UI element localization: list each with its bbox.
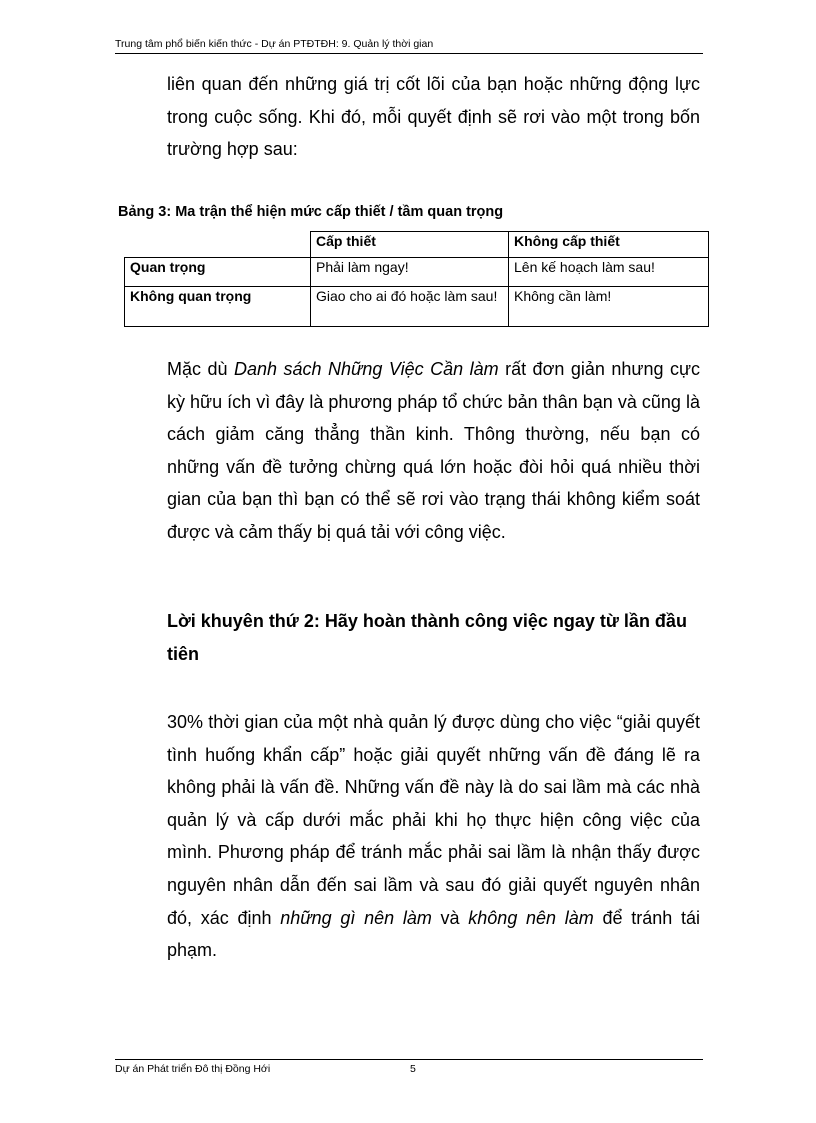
table-header-row	[125, 232, 709, 258]
paragraph-text: rất đơn giản nhưng cực kỳ hữu ích vì đây là phương pháp tổ chức bản thân bạn và cũng là cách giảm căng thẳng thần kinh. Thông thường, nếu bạn có những vấn đề tưởng chừng quá lớn hoặc đòi hỏi quá nhiều thời gian của bạn thì bạn có thể sẽ rơi vào trạng thái không kiểm soát được và cảm thấy bị quá tải với công việc.	[167, 359, 700, 542]
cell-not-important-urgent: Giao cho ai đó hoặc làm sau!	[311, 287, 509, 327]
row-header-not-important: Không quan trọng	[125, 287, 311, 327]
section-heading: Lời khuyên thứ 2: Hãy hoàn thành công việc ngay từ lần đầu tiên	[167, 611, 687, 664]
table-caption: Bảng 3: Ma trận thể hiện mức cấp thiết / tầm quan trọng	[118, 204, 504, 220]
paragraph-italic-term: Danh sách Những Việc Cần làm	[233, 359, 499, 379]
paragraph-mistakes	[167, 706, 700, 967]
page-header	[115, 38, 703, 54]
cell-not-important-not-urgent: Không cần làm!	[509, 287, 709, 327]
paragraph-text: Mặc dù	[167, 359, 234, 379]
paragraph-italic-term: không nên làm	[468, 907, 594, 928]
page-number: 5	[410, 1063, 416, 1075]
header-text: Trung tâm phổ biến kiến thức - Dự án PTĐTĐH: 9. Quản lý thời gian	[115, 38, 434, 50]
table-row	[125, 287, 709, 327]
cell-important-not-urgent: Lên kế hoạch làm sau!	[509, 258, 709, 287]
col-header-urgent: Cấp thiết	[311, 232, 509, 258]
paragraph-text: và	[431, 907, 469, 928]
paragraph-todo-list	[167, 353, 700, 549]
paragraph-intro: liên quan đến những giá trị cốt lõi của bạn hoặc những động lực trong cuộc sống. Khi đó, mỗi quyết định sẽ rơi vào một trong bốn trường hợp sau:	[167, 74, 700, 160]
paragraph-text: 30% thời gian của một nhà quản lý được dùng cho việc “giải quyết tình huống khẩn cấp” hoặc giải quyết những vấn đề đáng lẽ ra không phải là vấn đề. Những vấn đề này là do sai lầm mà các nhà quản lý và cấp dưới mắc phải khi họ thực hiện công việc của mình. Phương pháp để tránh mắc phải sai lầm là nhận thấy được nguyên nhân dẫn đến sai lầm và sau đó giải quyết nguyên nhân đó, xác định	[167, 712, 700, 928]
cell-important-urgent: Phải làm ngay!	[311, 258, 509, 287]
col-header-not-urgent: Không cấp thiết	[509, 232, 709, 258]
page-footer	[115, 1059, 703, 1075]
paragraph-italic-term: những gì nên làm	[280, 907, 432, 928]
row-header-important: Quan trọng	[125, 258, 311, 287]
urgency-importance-matrix	[124, 231, 709, 327]
table-empty-corner	[125, 232, 311, 258]
table-row	[125, 258, 709, 287]
footer-text: Dự án Phát triển Đô thị Đồng Hới	[115, 1063, 271, 1075]
paragraph-text: để tránh tái phạm.	[167, 907, 700, 961]
